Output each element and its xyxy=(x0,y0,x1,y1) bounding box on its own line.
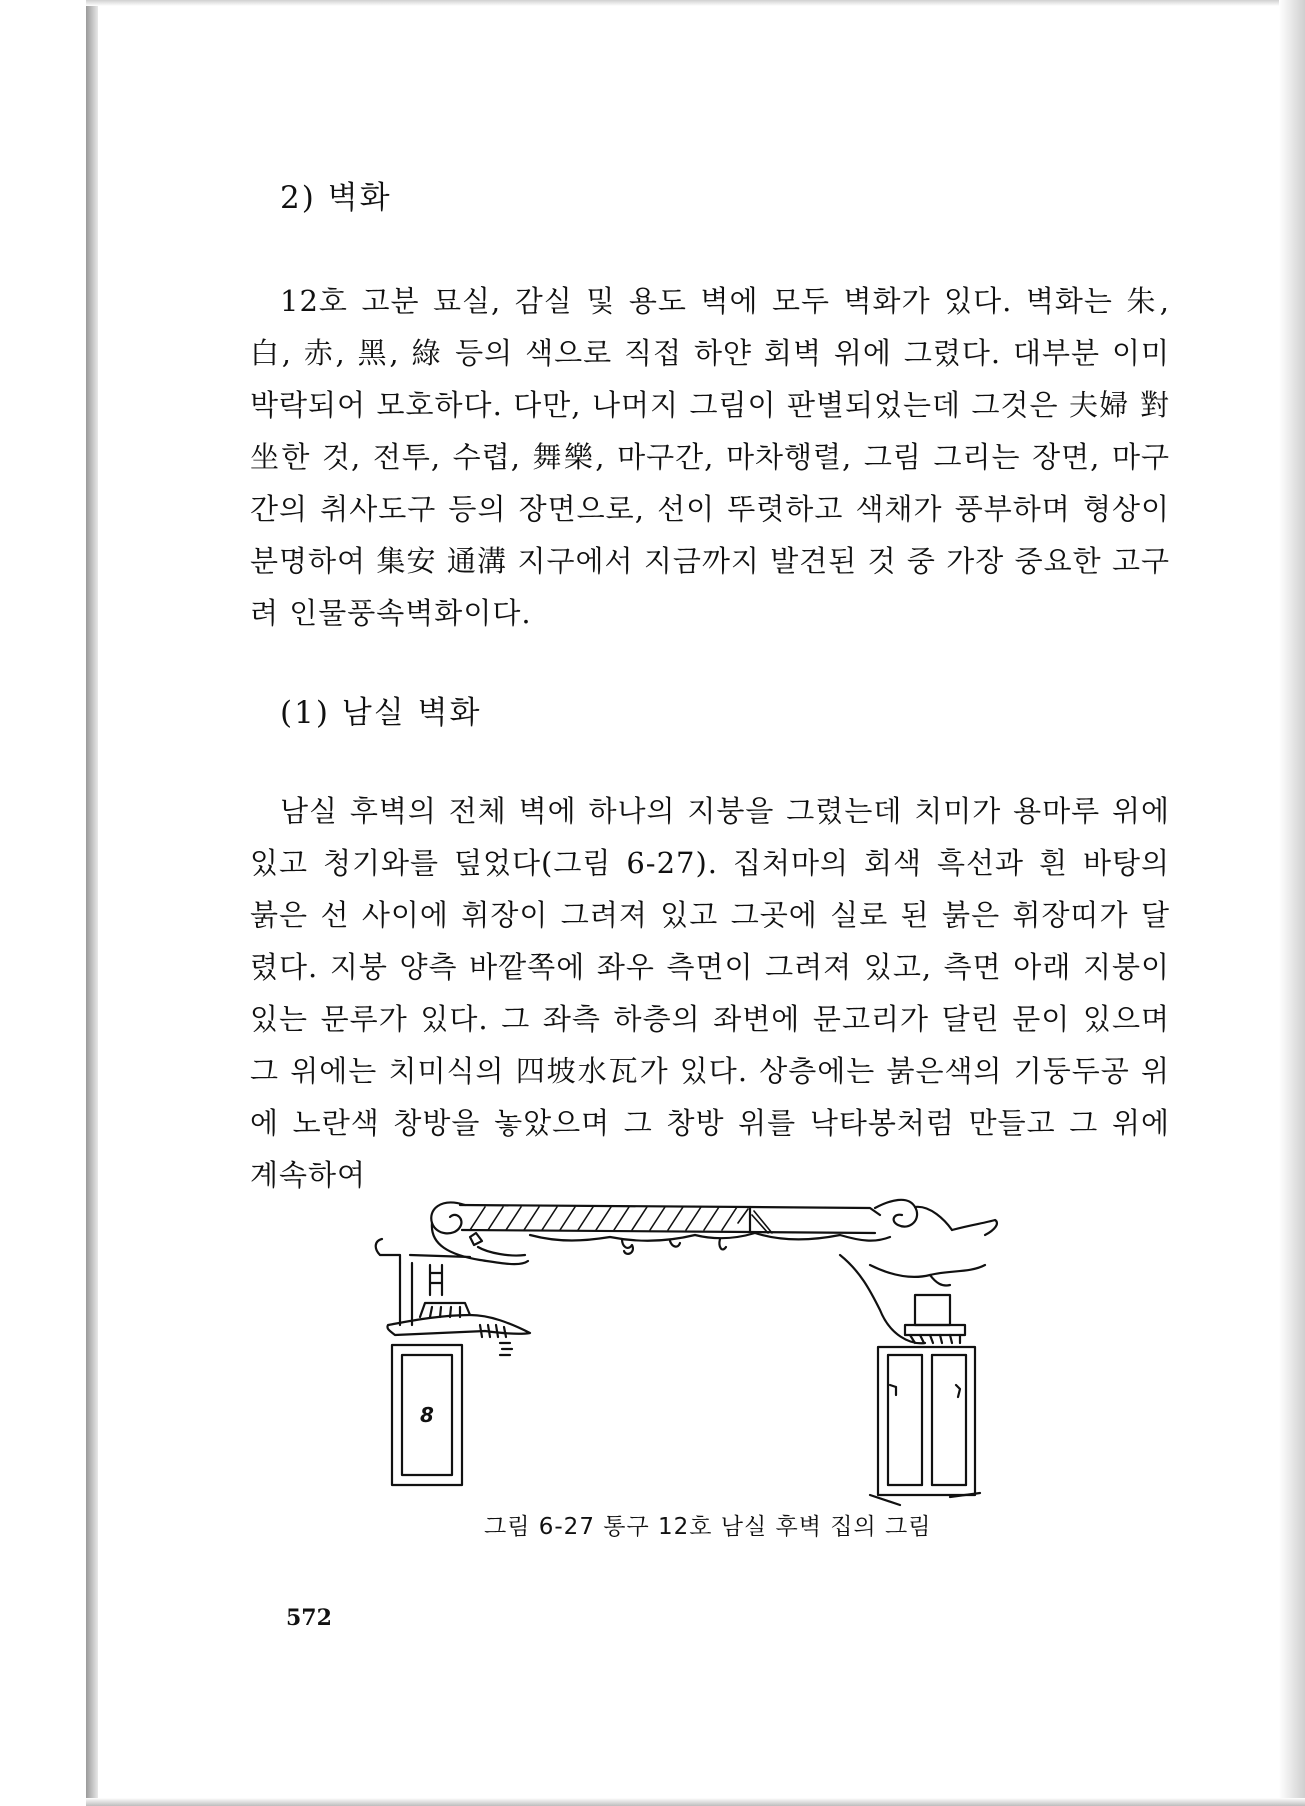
page-bottom-edge xyxy=(86,1798,1305,1806)
subsection-paragraph: 남실 후벽의 전체 벽에 하나의 지붕을 그렸는데 치미가 용마루 위에 있고 청기와를 덮었다(그림 6-27). 집처마의 회색 흑선과 흰 바탕의 붉은 선 사이에 휘장이 그려져 있고 그곳에 실로 된 붉은 휘장띠가 달렸다. 지붕 양측 바깥쪽에 좌우 측면이 그려져 있고, 측면 아래 지붕이 있는 문루가 있다. 그 좌측 하층의 좌변에 문고리가 달린 문이 있으며 그 위에는 치미식의 四坡水瓦가 있다. 상층에는 붉은색의 기둥두공 위에 노란색 창방을 놓았으며 그 창방 위를 낙타봉처럼 만들고 그 위에 계속하여 xyxy=(250,794,1170,1192)
drapery xyxy=(530,1233,890,1241)
figure-house-drawing xyxy=(370,1175,1090,1510)
section-paragraph: 12호 고분 묘실, 감실 및 용도 벽에 모두 벽화가 있다. 벽화는 朱, 白, 赤, 黑, 綠 등의 색으로 직접 하얀 회벽 위에 그렸다. 대부분 이미 박락되어 모호하다. 다만, 나머지 그림이 판별되었는데 그것은 夫婦 對坐한 것, 전투, 수렵, 舞樂, 마구간, 마차행렬, 그림 그리는 장면, 마구간의 취사도구 등의 장면으로, 선이 뚜렷하고 색채가 풍부하며 형상이 분명하여 集安 通溝 지구에서 지금까지 발견된 것 중 가장 중요한 고구려 인물풍속벽화이다. xyxy=(250,284,1170,630)
page-number: 572 xyxy=(286,1605,332,1631)
left-chimi xyxy=(431,1203,465,1234)
section-heading: 2) 벽화 xyxy=(280,180,392,216)
house-line-drawing xyxy=(370,1175,1090,1510)
page-left-edge xyxy=(86,0,98,1806)
subsection-heading: (1) 남실 벽화 xyxy=(280,695,482,731)
left-door-mark: 8 xyxy=(420,1403,434,1427)
roof-band xyxy=(460,1205,880,1215)
left-roof xyxy=(387,1315,530,1335)
left-bracket xyxy=(376,1239,470,1263)
page-top-edge xyxy=(86,0,1305,6)
roof-hatching xyxy=(470,1207,772,1233)
right-door xyxy=(878,1347,975,1495)
right-chimi xyxy=(875,1200,917,1227)
page-right-edge xyxy=(1279,0,1305,1806)
right-pillar-block xyxy=(915,1295,950,1325)
figure-caption: 그림 6-27 통구 12호 남실 후벽 집의 그림 xyxy=(484,1514,932,1540)
